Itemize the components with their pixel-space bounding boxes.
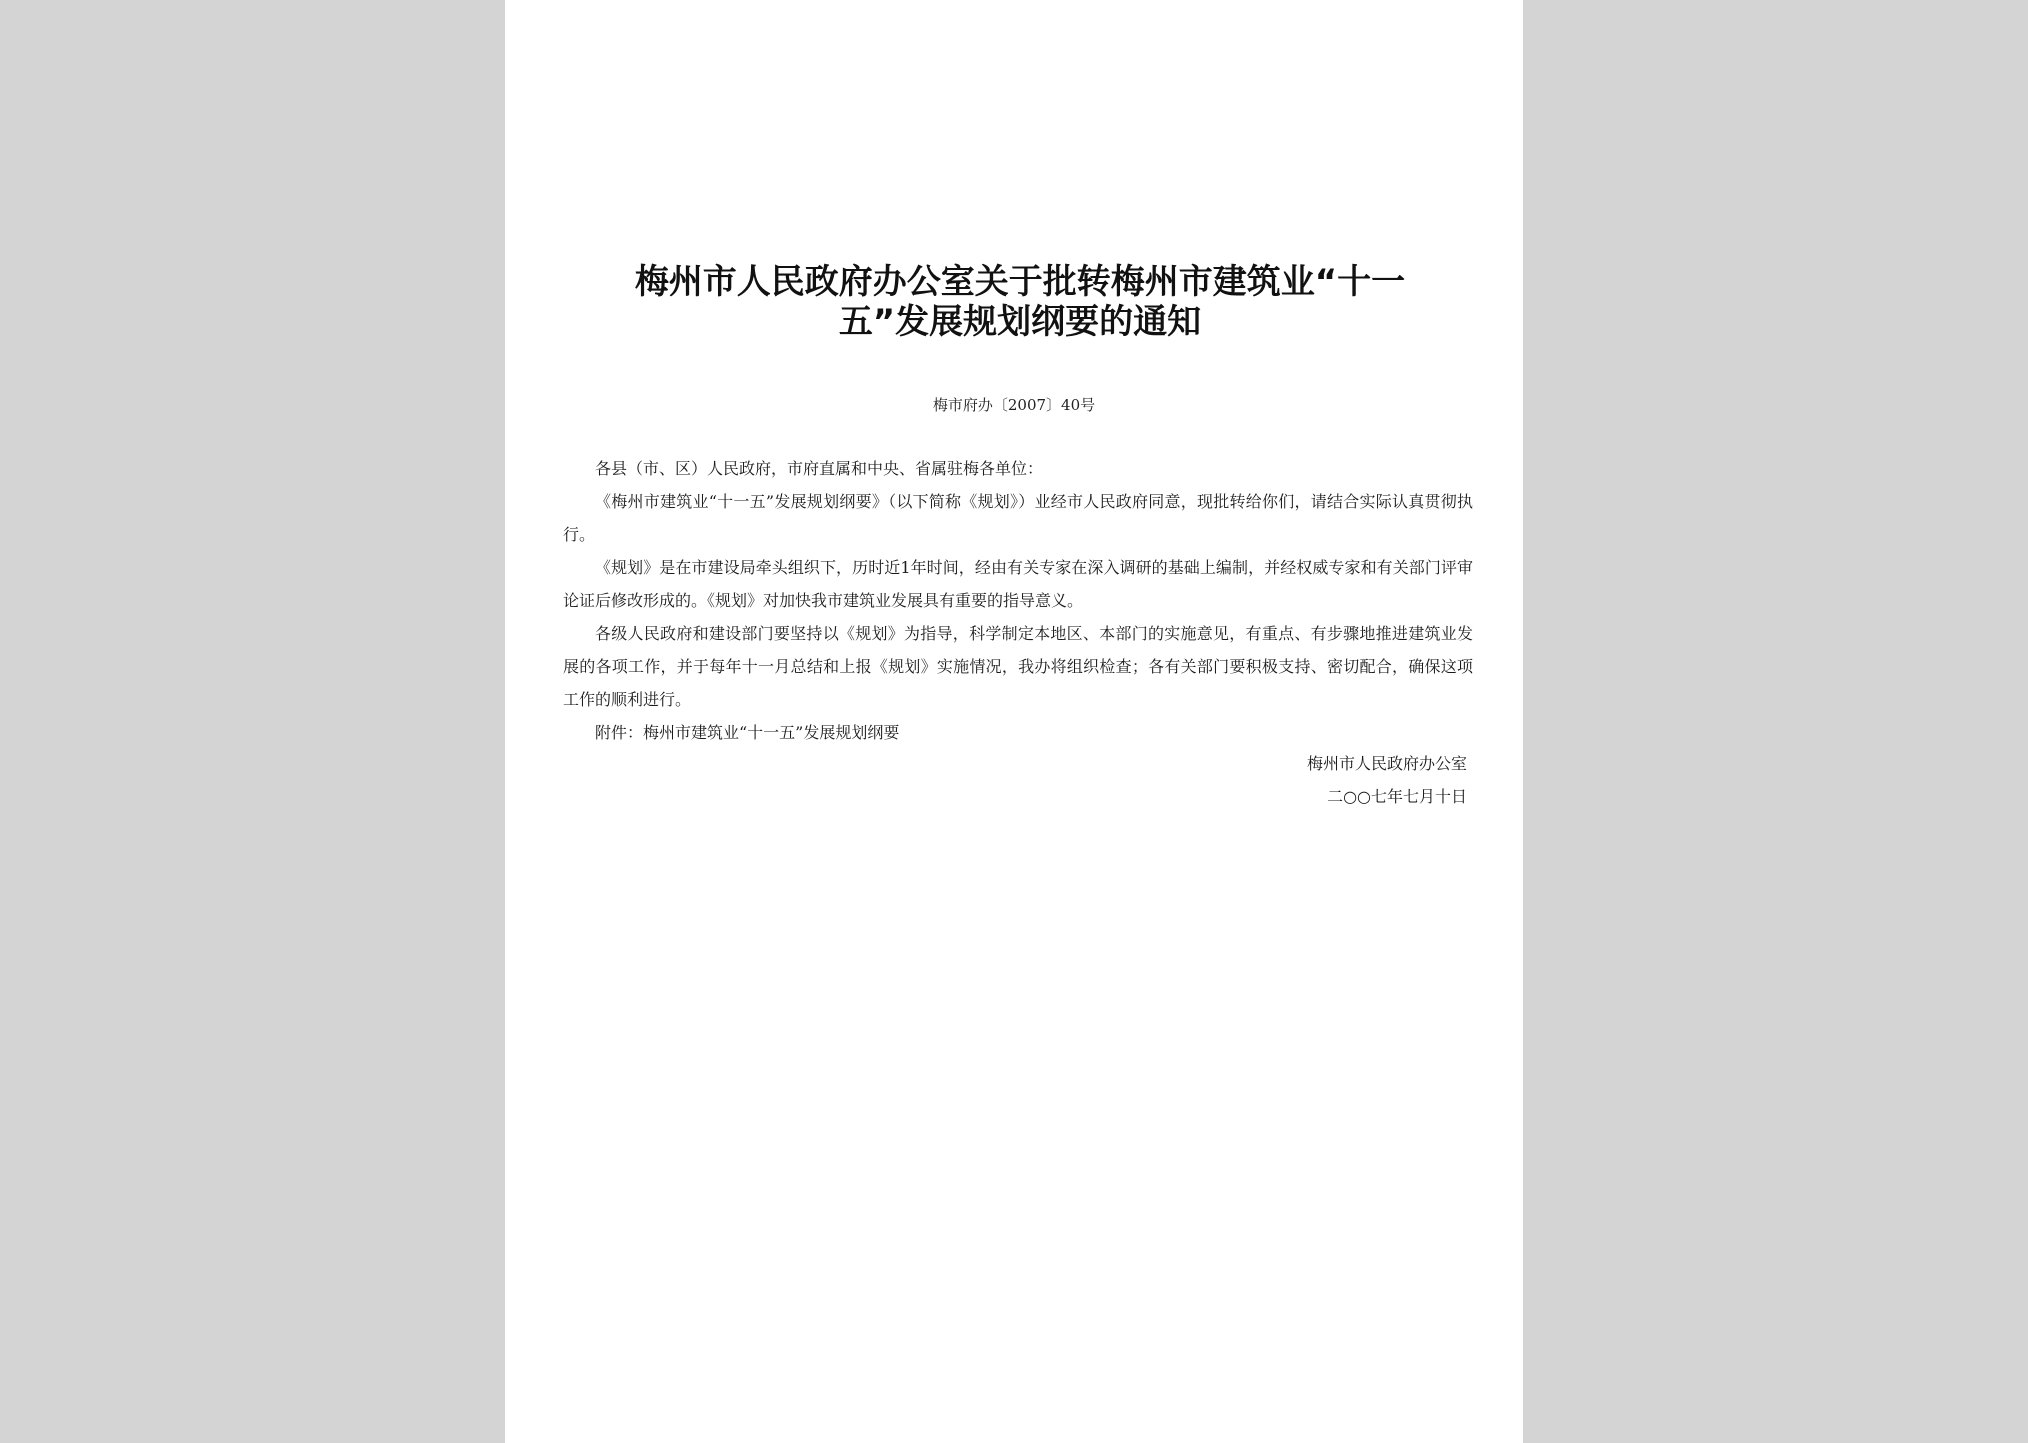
document-body <box>563 452 1473 749</box>
issue-date: 二○○七年七月十日 <box>1327 787 1467 806</box>
salutation: 各县（市、区）人民政府，市府直属和中央、省属驻梅各单位： <box>595 459 1044 478</box>
attachment-line: 附件：梅州市建筑业“十一五”发展规划纲要 <box>595 723 900 742</box>
paragraph-requirements: 各级人民政府和建设部门要坚持以《规划》为指导，科学制定本地区、本部门的实施意见，有重点、有步骤地推进建筑业发展的各项工作，并于每年十一月总结和上报《规划》实施情况，我办将组织检查；各有关部门要积极支持、密切配合，确保这项工作的顺利进行。 <box>563 624 1473 709</box>
document-title <box>605 262 1435 342</box>
title-line-1: 梅州市人民政府办公室关于批转梅州市建筑业“十一 <box>634 262 1406 302</box>
document-page <box>505 0 1523 1443</box>
document-number: 梅市府办〔2007〕40号 <box>932 396 1096 414</box>
paragraph-background: 《规划》是在市建设局牵头组织下，历时近1年时间，经由有关专家在深入调研的基础上编制，并经权威专家和有关部门评审论证后修改形成的。《规划》对加快我市建筑业发展具有重要的指导意义。 <box>563 558 1473 610</box>
paragraph-approval: 《梅州市建筑业“十一五”发展规划纲要》（以下简称《规划》）业经市人民政府同意，现批转给你们，请结合实际认真贯彻执行。 <box>563 492 1473 544</box>
issuer: 梅州市人民政府办公室 <box>1306 754 1467 773</box>
title-line-2: 五”发展规划纲要的通知 <box>838 302 1202 342</box>
signature-block <box>1307 747 1467 813</box>
